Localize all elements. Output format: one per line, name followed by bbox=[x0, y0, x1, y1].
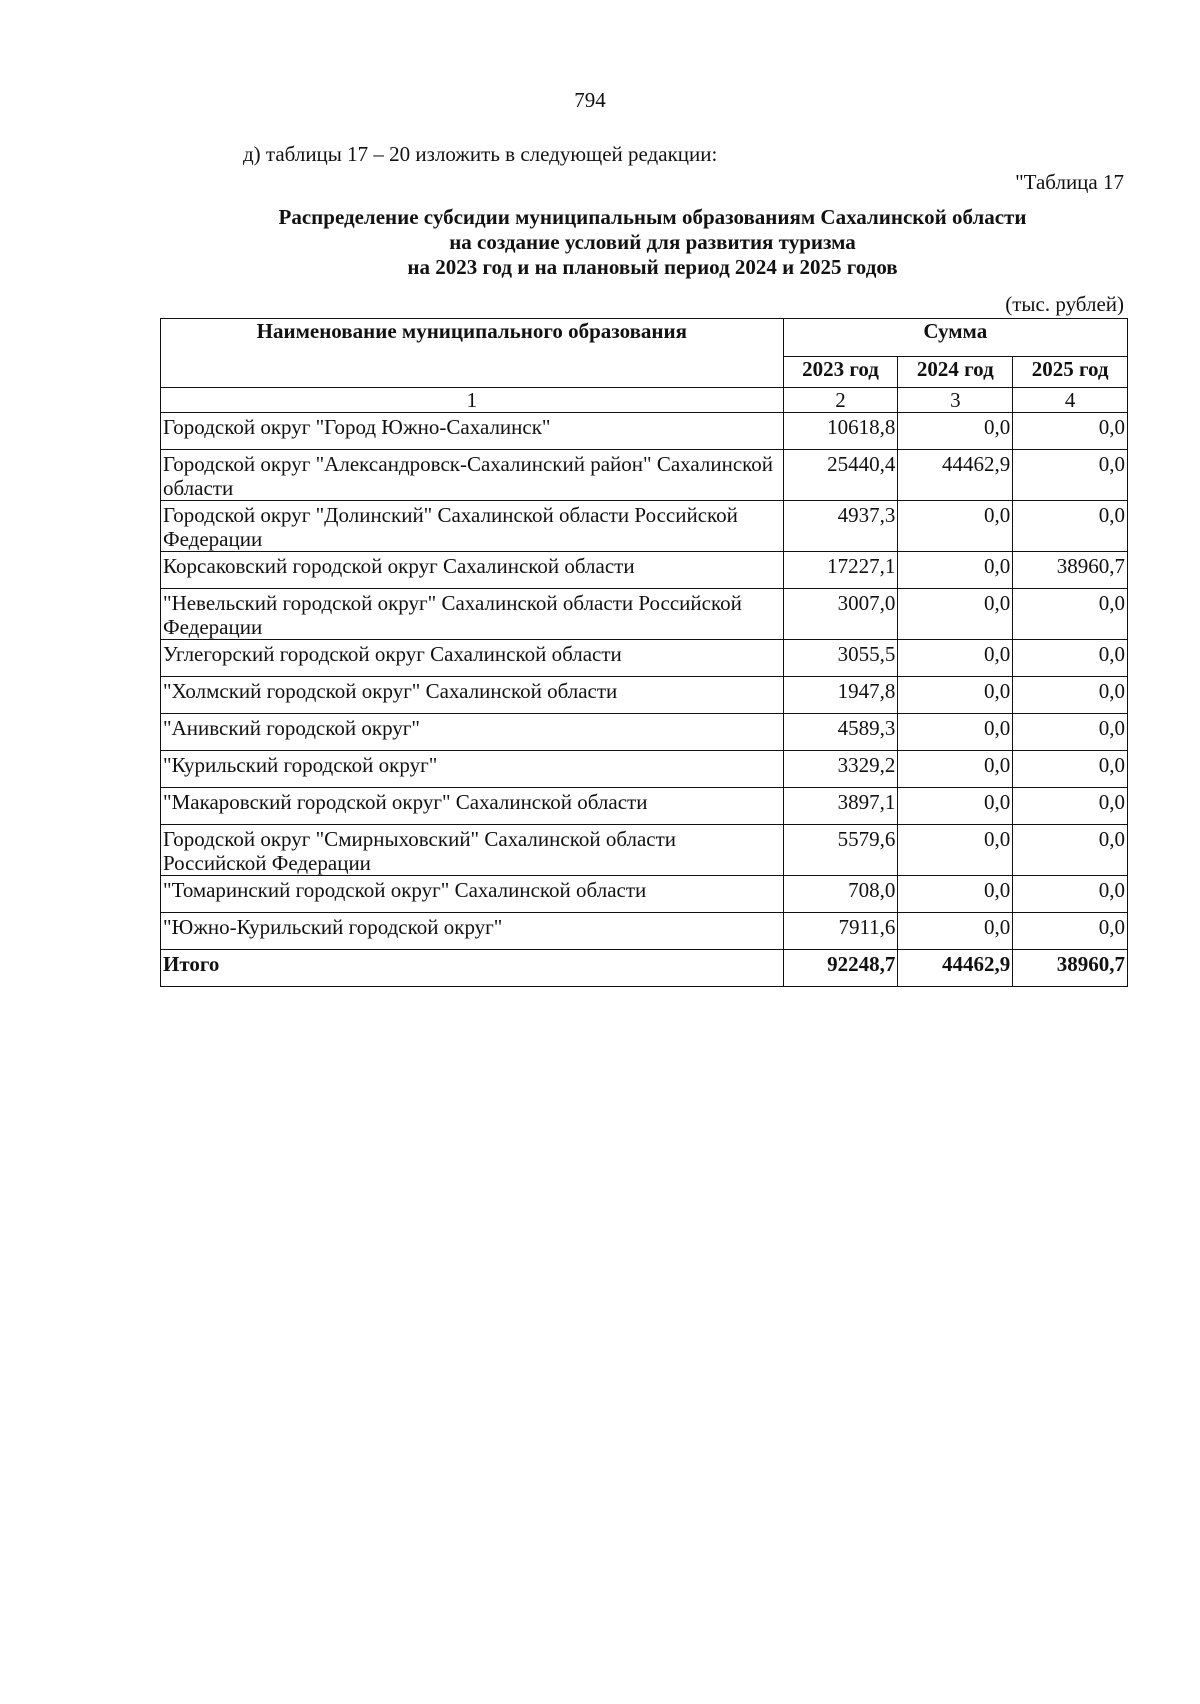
amount-2024: 0,0 bbox=[898, 714, 1013, 751]
amount-2025: 0,0 bbox=[1013, 640, 1128, 677]
amount-2025: 0,0 bbox=[1013, 450, 1128, 501]
column-number: 4 bbox=[1013, 388, 1128, 413]
municipality-name: Городской округ "Город Южно-Сахалинск" bbox=[161, 413, 784, 450]
municipality-name: Городской округ "Долинский" Сахалинской области Российской Федерации bbox=[161, 501, 784, 552]
page-number: 794 bbox=[574, 88, 606, 112]
municipality-name: "Макаровский городской округ" Сахалинской области bbox=[161, 788, 784, 825]
amount-2023: 7911,6 bbox=[783, 913, 898, 950]
amount-2023: 708,0 bbox=[783, 876, 898, 913]
amount-2025: 0,0 bbox=[1013, 413, 1128, 450]
municipality-name: Городской округ "Смирныховский" Сахалинской области Российской Федерации bbox=[161, 825, 784, 876]
amount-2023: 1947,8 bbox=[783, 677, 898, 714]
amount-2023: 5579,6 bbox=[783, 825, 898, 876]
amount-2023: 4589,3 bbox=[783, 714, 898, 751]
municipality-name: Углегорский городской округ Сахалинской области bbox=[161, 640, 784, 677]
amount-2024: 0,0 bbox=[898, 501, 1013, 552]
amount-2025: 0,0 bbox=[1013, 876, 1128, 913]
municipality-name: "Невельский городской округ" Сахалинской области Российской Федерации bbox=[161, 589, 784, 640]
amount-2025: 0,0 bbox=[1013, 677, 1128, 714]
table-row bbox=[161, 825, 1128, 876]
amount-2024: 0,0 bbox=[898, 640, 1013, 677]
table-row bbox=[161, 501, 1128, 552]
amount-2025: 0,0 bbox=[1013, 788, 1128, 825]
amount-2025: 0,0 bbox=[1013, 589, 1128, 640]
table-row bbox=[161, 677, 1128, 714]
table-row bbox=[161, 589, 1128, 640]
amount-2024: 0,0 bbox=[898, 677, 1013, 714]
column-number: 1 bbox=[161, 388, 784, 413]
amount-2024: 0,0 bbox=[898, 788, 1013, 825]
subsidy-table bbox=[160, 318, 1128, 987]
amount-2024: 0,0 bbox=[898, 413, 1013, 450]
total-2025: 38960,7 bbox=[1013, 950, 1128, 987]
amount-2023: 3897,1 bbox=[783, 788, 898, 825]
table-row bbox=[161, 714, 1128, 751]
amount-2023: 17227,1 bbox=[783, 552, 898, 589]
amount-2024: 0,0 bbox=[898, 552, 1013, 589]
amount-2024: 44462,9 bbox=[898, 450, 1013, 501]
municipality-name: "Анивский городской округ" bbox=[161, 714, 784, 751]
units-label: (тыс. рублей) bbox=[1005, 292, 1124, 316]
municipality-name: Корсаковский городской округ Сахалинской области bbox=[161, 552, 784, 589]
amount-2024: 0,0 bbox=[898, 751, 1013, 788]
amount-2024: 0,0 bbox=[898, 876, 1013, 913]
amount-2023: 3329,2 bbox=[783, 751, 898, 788]
municipality-name: "Томаринский городской округ" Сахалинской области bbox=[161, 876, 784, 913]
amount-2025: 0,0 bbox=[1013, 825, 1128, 876]
municipality-name: "Южно-Курильский городской округ" bbox=[161, 913, 784, 950]
table-row bbox=[161, 413, 1128, 450]
amount-2025: 0,0 bbox=[1013, 714, 1128, 751]
column-number: 2 bbox=[783, 388, 898, 413]
title-line: Распределение субсидии муниципальным образованиям Сахалинской области bbox=[278, 205, 1027, 229]
table-row bbox=[161, 450, 1128, 501]
table-row bbox=[161, 552, 1128, 589]
column-number: 3 bbox=[898, 388, 1013, 413]
total-2024: 44462,9 bbox=[898, 950, 1013, 987]
amount-2024: 0,0 bbox=[898, 825, 1013, 876]
table-row bbox=[161, 640, 1128, 677]
total-label: Итого bbox=[161, 950, 784, 987]
table-row bbox=[161, 913, 1128, 950]
table-title bbox=[160, 205, 1145, 280]
amount-2024: 0,0 bbox=[898, 913, 1013, 950]
amount-2025: 38960,7 bbox=[1013, 552, 1128, 589]
municipality-name: "Холмский городской округ" Сахалинской области bbox=[161, 677, 784, 714]
header-municipality: Наименование муниципального образования bbox=[161, 319, 784, 388]
amount-2023: 4937,3 bbox=[783, 501, 898, 552]
municipality-name: Городской округ "Александровск-Сахалинский район" Сахалинской области bbox=[161, 450, 784, 501]
amount-2025: 0,0 bbox=[1013, 913, 1128, 950]
intro-text: д) таблицы 17 – 20 изложить в следующей редакции: bbox=[243, 142, 718, 166]
header-year-2025: 2025 год bbox=[1013, 356, 1128, 387]
header-sum: Сумма bbox=[783, 319, 1127, 357]
total-row bbox=[161, 950, 1128, 987]
amount-2024: 0,0 bbox=[898, 589, 1013, 640]
table-row bbox=[161, 751, 1128, 788]
header-year-2024: 2024 год bbox=[898, 356, 1013, 387]
title-line: на 2023 год и на плановый период 2024 и 2025 годов bbox=[407, 255, 898, 279]
header-year-2023: 2023 год bbox=[783, 356, 898, 387]
title-line: на создание условий для развития туризма bbox=[449, 230, 856, 254]
amount-2023: 25440,4 bbox=[783, 450, 898, 501]
municipality-name: "Курильский городской округ" bbox=[161, 751, 784, 788]
amount-2023: 3055,5 bbox=[783, 640, 898, 677]
table-row bbox=[161, 788, 1128, 825]
table-reference: "Таблица 17 bbox=[1015, 170, 1124, 194]
table-row bbox=[161, 876, 1128, 913]
amount-2025: 0,0 bbox=[1013, 501, 1128, 552]
total-2023: 92248,7 bbox=[783, 950, 898, 987]
amount-2025: 0,0 bbox=[1013, 751, 1128, 788]
amount-2023: 3007,0 bbox=[783, 589, 898, 640]
amount-2023: 10618,8 bbox=[783, 413, 898, 450]
